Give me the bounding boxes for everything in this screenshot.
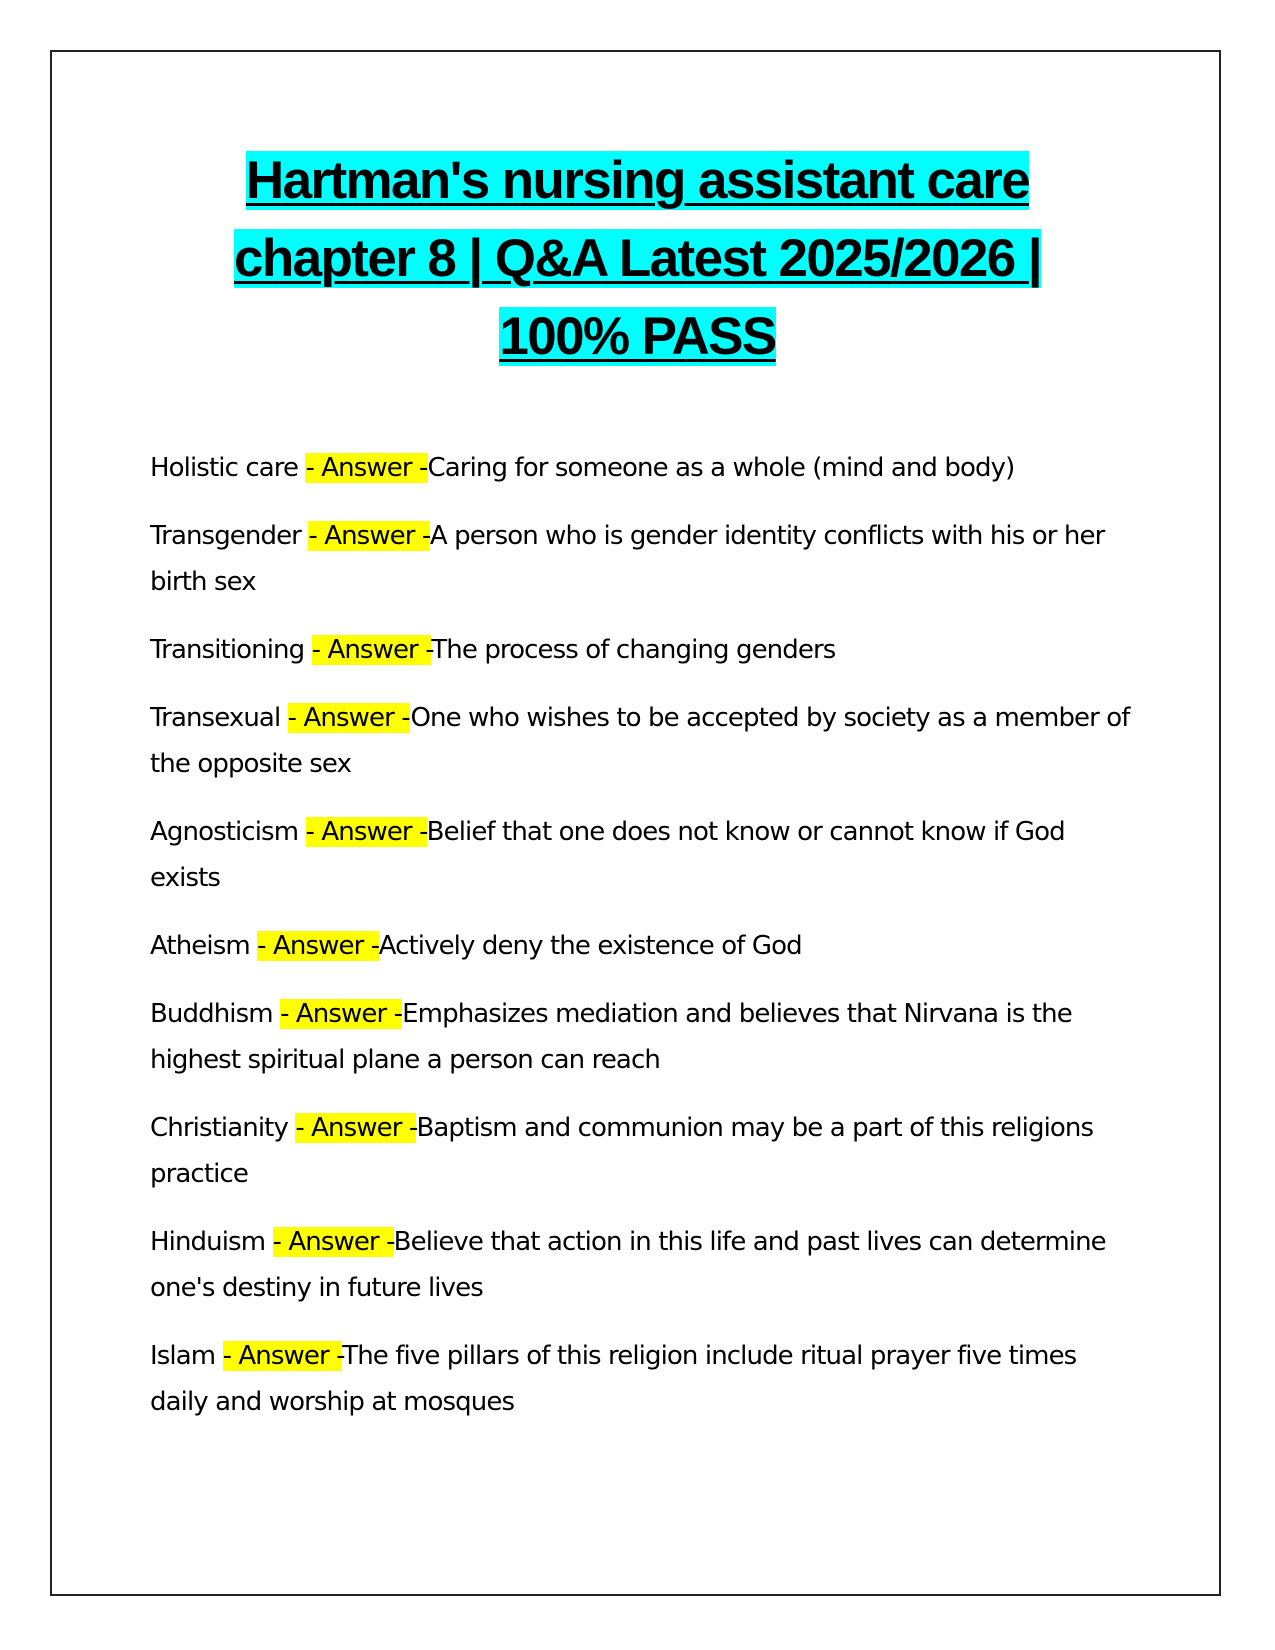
qa-item-atheism bbox=[150, 923, 1140, 969]
qa-item-buddhism bbox=[150, 991, 1140, 1083]
qa-item-transgender bbox=[150, 513, 1140, 605]
qa-term: Transexual bbox=[150, 703, 281, 733]
qa-answer: Actively deny the existence of God bbox=[378, 931, 802, 961]
answer-separator: - Answer - bbox=[295, 1113, 417, 1143]
qa-answer: A person who is gender identity conflicts with his or her birth sex bbox=[150, 521, 1105, 597]
answer-separator: - Answer - bbox=[287, 703, 411, 733]
answer-separator: - Answer - bbox=[257, 931, 379, 961]
answer-separator: - Answer - bbox=[280, 999, 403, 1029]
qa-answer: Baptism and communion may be a part of this religions practice bbox=[150, 1113, 1094, 1189]
qa-item-transitioning bbox=[150, 627, 1140, 673]
answer-separator: - Answer - bbox=[308, 521, 430, 551]
qa-item-christianity bbox=[150, 1105, 1140, 1197]
qa-answer: Belief that one does not know or cannot know if God exists bbox=[150, 817, 1065, 893]
qa-item-transexual bbox=[150, 695, 1140, 787]
answer-separator: - Answer - bbox=[305, 453, 428, 483]
answer-separator: - Answer - bbox=[222, 1341, 343, 1371]
qa-answer: Believe that action in this life and past lives can determine one's destiny in future lives bbox=[150, 1227, 1106, 1303]
qa-term: Buddhism bbox=[150, 999, 273, 1029]
qa-item-holistic-care bbox=[150, 445, 1140, 491]
title-line-1: Hartman's nursing assistant care bbox=[245, 151, 1030, 210]
qa-term: Agnosticism bbox=[150, 817, 299, 847]
qa-item-agnosticism bbox=[150, 809, 1140, 901]
qa-list bbox=[150, 445, 1140, 1447]
title-line-2: chapter 8 | Q&A Latest 2025/2026 | bbox=[234, 229, 1041, 288]
qa-answer: Emphasizes mediation and believes that Nirvana is the highest spiritual plane a person can reach bbox=[150, 999, 1072, 1075]
qa-term: Holistic care bbox=[150, 453, 299, 483]
qa-term: Transgender bbox=[150, 521, 301, 551]
qa-answer: The process of changing genders bbox=[431, 635, 836, 665]
title-line-3: 100% PASS bbox=[499, 307, 776, 366]
answer-separator: - Answer - bbox=[272, 1227, 394, 1257]
qa-answer: One who wishes to be accepted by society as a member of the opposite sex bbox=[150, 703, 1130, 779]
answer-separator: - Answer - bbox=[305, 817, 427, 847]
qa-item-islam bbox=[150, 1333, 1140, 1425]
qa-term: Islam bbox=[150, 1341, 216, 1371]
qa-term: Christianity bbox=[150, 1113, 288, 1143]
qa-item-hinduism bbox=[150, 1219, 1140, 1311]
qa-term: Transitioning bbox=[150, 635, 305, 665]
answer-separator: - Answer - bbox=[311, 635, 432, 665]
qa-term: Atheism bbox=[150, 931, 250, 961]
qa-term: Hinduism bbox=[150, 1227, 266, 1257]
qa-answer: The five pillars of this religion include ritual prayer five times daily and worship at mosques bbox=[150, 1341, 1077, 1417]
qa-answer: Caring for someone as a whole (mind and body) bbox=[427, 453, 1015, 483]
document-title bbox=[100, 142, 1175, 376]
